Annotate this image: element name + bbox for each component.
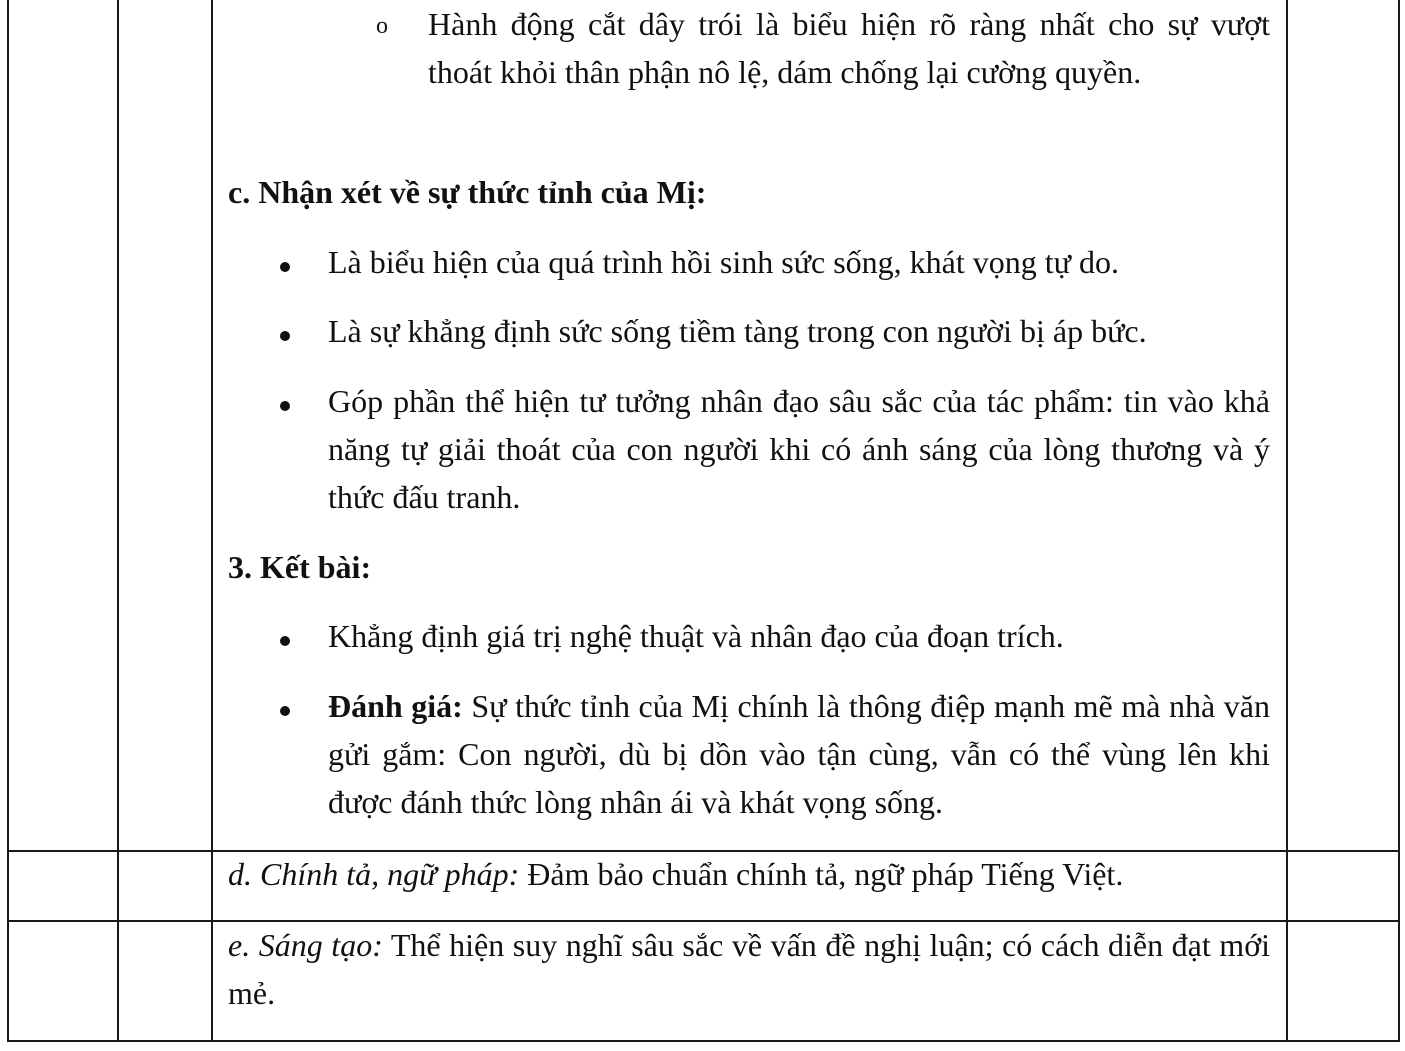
section-3-bullet-1: Khẳng định giá trị nghệ thuật và nhân đạo của đoạn trích. bbox=[328, 618, 1064, 654]
row-e-cell bbox=[228, 921, 1270, 1017]
row-e-label: e. Sáng tạo: bbox=[228, 927, 383, 963]
table-border-right bbox=[1398, 0, 1400, 1042]
evaluation-label: Đánh giá: bbox=[328, 688, 463, 724]
evaluation-text: Sự thức tỉnh của Mị chính là thông điệp mạnh mẽ mà nhà văn gửi gắm: Con người, dù bị dồn vào tận cùng, vẫn có thể vùng lên khi được đánh thức lòng nhân ái và khát vọng sống. bbox=[328, 688, 1271, 820]
section-c-bullet-1: Là biểu hiện của quá trình hồi sinh sức sống, khát vọng tự do. bbox=[328, 244, 1119, 280]
section-c-bullet-3: Góp phần thể hiện tư tưởng nhân đạo sâu sắc của tác phẩm: tin vào khả năng tự giải thoát của con người khi có ánh sáng của lòng thương và ý thức đấu tranh. bbox=[328, 383, 1270, 515]
table-divider-col2 bbox=[211, 0, 213, 1042]
section-c-heading: c. Nhận xét về sự thức tỉnh của Mị: bbox=[228, 174, 707, 210]
row-d-text: Đảm bảo chuẩn chính tả, ngữ pháp Tiếng Việt. bbox=[519, 856, 1124, 892]
circle-bullet-icon: o bbox=[376, 13, 388, 39]
bullet-icon bbox=[280, 331, 290, 341]
section-3-bullet-2 bbox=[328, 682, 1270, 826]
row-e-text: Thể hiện suy nghĩ sâu sắc về vấn đề nghị luận; có cách diễn đạt mới mẻ. bbox=[228, 927, 1271, 1011]
bullet-icon bbox=[280, 401, 290, 411]
row-d-cell bbox=[228, 850, 1278, 898]
table-border-left bbox=[7, 0, 9, 1042]
subitem-text: Hành động cắt dây trói là biểu hiện rõ ràng nhất cho sự vượt thoát khỏi thân phận nô lệ, dám chống lại cường quyền. bbox=[428, 6, 1270, 90]
section-c-bullet-2: Là sự khẳng định sức sống tiềm tàng trong con người bị áp bức. bbox=[328, 313, 1147, 349]
row-d-label: d. Chính tả, ngữ pháp: bbox=[228, 856, 520, 892]
table-border-bottom bbox=[7, 1040, 1400, 1042]
bullet-icon bbox=[280, 262, 290, 272]
table-divider-col1 bbox=[117, 0, 119, 1042]
section-3-heading: 3. Kết bài: bbox=[228, 549, 372, 585]
table-divider-col3 bbox=[1286, 0, 1288, 1042]
bullet-icon bbox=[280, 706, 290, 716]
bullet-icon bbox=[280, 636, 290, 646]
